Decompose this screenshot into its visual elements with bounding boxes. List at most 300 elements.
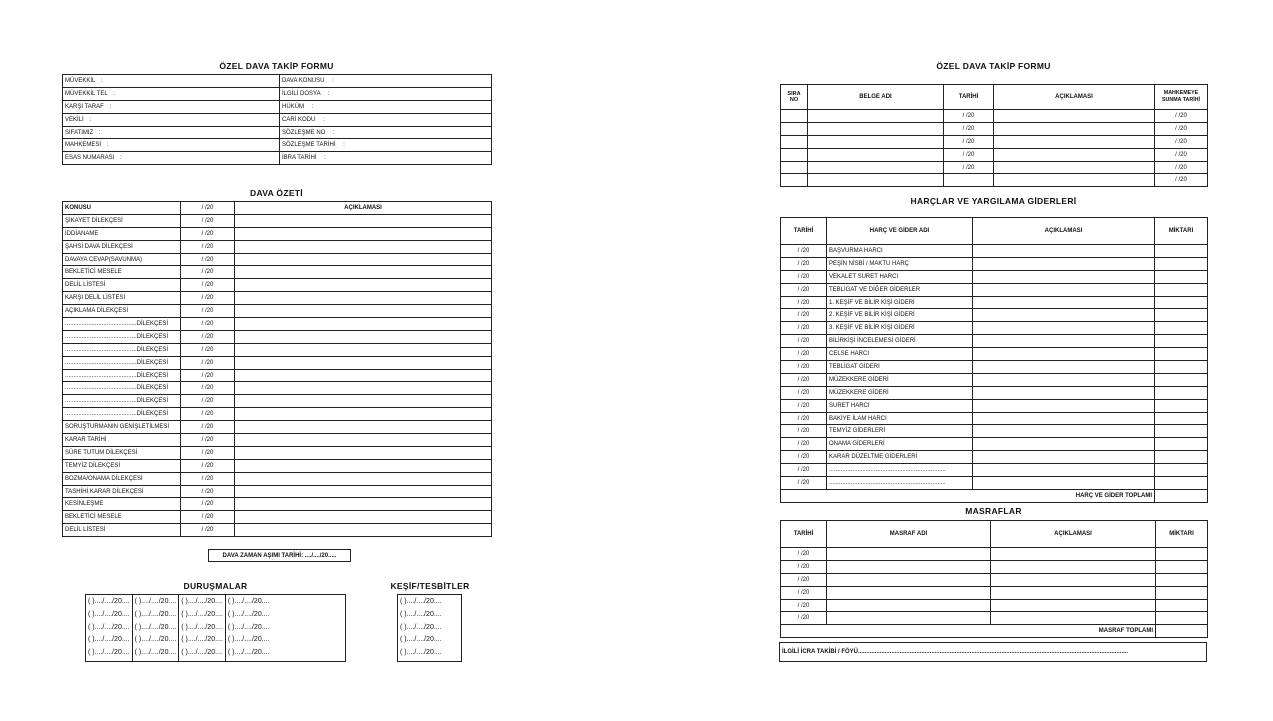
- summary-topic: TASHİHİ KARAR DİLEKÇESİ: [63, 485, 181, 498]
- expense-desc: [991, 599, 1156, 612]
- exp-header-date: TARİHİ: [781, 521, 827, 548]
- summary-topic: DAVAYA CEVAP(SAVUNMA): [63, 253, 181, 266]
- summary-date: / /20: [181, 343, 235, 356]
- fee-date: / /20: [781, 245, 827, 258]
- info-label: DAVA KONUSU: [282, 77, 325, 84]
- fee-amount: [1155, 373, 1208, 386]
- fee-amount: [1155, 399, 1208, 412]
- table-row: [63, 330, 492, 343]
- table-row: [781, 399, 1208, 412]
- date-slot: ( )..../..../20....: [134, 649, 177, 657]
- date-slot: ( )..../..../20....: [88, 649, 130, 657]
- fee-amount: [1155, 451, 1208, 464]
- fee-header-desc: AÇIKLAMASI: [973, 218, 1155, 245]
- summary-desc: [235, 382, 492, 395]
- summary-desc: [235, 421, 492, 434]
- summary-desc: [235, 395, 492, 408]
- info-left-cell: [63, 126, 280, 139]
- info-right-cell: [280, 100, 492, 113]
- summary-topic: İDDİANAME: [63, 227, 181, 240]
- summary-topic: ...........................................DİLEKÇESİ: [63, 330, 181, 343]
- table-row: [781, 586, 1208, 599]
- expense-desc: [991, 548, 1156, 561]
- fee-name: BAKİYE İLAM HARCI: [827, 412, 973, 425]
- summary-topic: KARŞI DELİL LİSTESİ: [63, 292, 181, 305]
- table-row: [63, 511, 492, 524]
- table-row: [781, 548, 1208, 561]
- summary-date: / /20: [181, 253, 235, 266]
- doc-desc: [994, 161, 1155, 174]
- doc-no: [781, 148, 808, 161]
- table-row: [781, 373, 1208, 386]
- info-colon: :: [100, 77, 103, 84]
- limitation-date: DAVA ZAMAN AŞIMI TARİHİ: ..../..../20.....: [208, 549, 351, 562]
- summary-desc: [235, 266, 492, 279]
- fee-name: PEŞİN NİSBİ / MAKTU HARÇ: [827, 257, 973, 270]
- summary-desc: [235, 498, 492, 511]
- summary-desc: [235, 446, 492, 459]
- fee-amount: [1155, 361, 1208, 374]
- fee-amount: [1155, 270, 1208, 283]
- date-slot: ( )..../..../20....: [88, 636, 130, 644]
- table-row: [63, 421, 492, 434]
- fee-desc: [973, 270, 1155, 283]
- fee-amount: [1155, 296, 1208, 309]
- info-left-cell: [63, 87, 280, 100]
- expense-amount: [1156, 560, 1208, 573]
- expense-date: / /20: [781, 599, 827, 612]
- summary-title: DAVA ÖZETİ: [250, 188, 303, 198]
- fee-header-name: HARÇ VE GİDER ADI: [827, 218, 973, 245]
- date-column: [133, 595, 180, 661]
- summary-topic: BOZMA/ONAMA DİLEKÇESİ: [63, 472, 181, 485]
- date-slot: ( )..../..../20....: [181, 636, 223, 644]
- summary-topic: SÜRE TUTUM DİLEKÇESİ: [63, 446, 181, 459]
- table-row: [63, 318, 492, 331]
- summary-desc: [235, 511, 492, 524]
- fee-amount: [1155, 438, 1208, 451]
- fee-date: / /20: [781, 348, 827, 361]
- fee-name: TEBLİGAT VE DİĞER GİDERLER: [827, 283, 973, 296]
- info-label: ESAS NUMARASI: [65, 155, 115, 162]
- fee-desc: [973, 361, 1155, 374]
- summary-date: / /20: [181, 330, 235, 343]
- table-row: [781, 245, 1208, 258]
- info-right-cell: [280, 87, 492, 100]
- fee-date: / /20: [781, 270, 827, 283]
- summary-date: / /20: [181, 266, 235, 279]
- date-slot: ( )..../..../20....: [88, 610, 130, 618]
- doc-desc: [994, 110, 1155, 123]
- summary-topic: ...........................................DİLEKÇESİ: [63, 356, 181, 369]
- summary-date: / /20: [181, 382, 235, 395]
- case-summary-table: [62, 201, 492, 537]
- doc-date: / /20: [944, 110, 994, 123]
- summary-desc: [235, 318, 492, 331]
- info-colon: :: [333, 129, 335, 136]
- expenses-table: [780, 520, 1208, 638]
- date-slot: ( )..../..../20....: [227, 649, 270, 657]
- table-row: [63, 75, 492, 88]
- summary-topic: ...........................................DİLEKÇESİ: [63, 382, 181, 395]
- right-page: [636, 0, 1273, 721]
- fees-table: [780, 217, 1208, 503]
- client-info-table: [62, 74, 492, 165]
- doc-date: [944, 174, 994, 187]
- summary-date: / /20: [181, 472, 235, 485]
- info-right-cell: [280, 75, 492, 88]
- doc-desc: [994, 122, 1155, 135]
- summary-topic: ...........................................DİLEKÇESİ: [63, 395, 181, 408]
- info-label: KARŞI TARAF: [65, 103, 104, 110]
- fee-name: MÜZEKKERE GİDERİ: [827, 386, 973, 399]
- summary-date: / /20: [181, 318, 235, 331]
- summary-topic: SORUŞTURMANIN GENİŞLETİLMESİ: [63, 421, 181, 434]
- table-row: [63, 126, 492, 139]
- fee-name: ......................................................................: [827, 464, 973, 477]
- doc-name: [808, 148, 944, 161]
- summary-date: / /20: [181, 356, 235, 369]
- summary-date: / /20: [181, 279, 235, 292]
- info-right-cell: [280, 113, 492, 126]
- table-row: [781, 438, 1208, 451]
- exp-header-name: MASRAF ADI: [827, 521, 991, 548]
- fee-name: TEBLİGAT GİDERİ: [827, 361, 973, 374]
- summary-topic: ...........................................DİLEKÇESİ: [63, 343, 181, 356]
- fee-name: VEKALET SURET HARCI: [827, 270, 973, 283]
- info-label: SÖZLEŞME TARİHİ: [282, 142, 336, 149]
- table-row: [781, 412, 1208, 425]
- summary-header-topic: KONUSU: [63, 202, 181, 215]
- date-slot: ( )..../..../20....: [181, 649, 223, 657]
- doc-desc: [994, 174, 1155, 187]
- summary-topic: TEMYİZ DİLEKÇESİ: [63, 459, 181, 472]
- info-label: MÜVEKKİL: [65, 77, 96, 84]
- table-row: [781, 135, 1208, 148]
- table-row: [63, 253, 492, 266]
- table-row: [781, 174, 1208, 187]
- fee-amount: [1155, 386, 1208, 399]
- info-colon: :: [106, 142, 109, 149]
- info-left-cell: [63, 75, 280, 88]
- fee-name: KARAR DÜZELTME GİDERLERİ: [827, 451, 973, 464]
- fee-desc: [973, 438, 1155, 451]
- summary-desc: [235, 472, 492, 485]
- expense-amount: [1156, 599, 1208, 612]
- date-slot: ( )..../..../20....: [227, 610, 270, 618]
- fee-desc: [973, 257, 1155, 270]
- expense-name: [827, 612, 991, 625]
- table-row: [63, 382, 492, 395]
- fees-title: HARÇLAR VE YARGILAMA GİDERLERİ: [910, 196, 1077, 206]
- fee-date: / /20: [781, 322, 827, 335]
- expense-date: / /20: [781, 573, 827, 586]
- date-slot: ( )..../..../20....: [134, 598, 177, 606]
- fee-desc: [973, 451, 1155, 464]
- summary-desc: [235, 330, 492, 343]
- table-row: [63, 434, 492, 447]
- table-row: [63, 266, 492, 279]
- info-colon: :: [343, 142, 345, 149]
- info-left-cell: [63, 113, 280, 126]
- info-label: MÜVEKKİL TEL: [65, 90, 108, 97]
- expense-amount: [1156, 612, 1208, 625]
- expense-name: [827, 560, 991, 573]
- fee-amount: [1155, 477, 1208, 490]
- summary-date: / /20: [181, 240, 235, 253]
- fee-desc: [973, 245, 1155, 258]
- doc-header-desc: AÇIKLAMASI: [994, 85, 1155, 110]
- summary-date: / /20: [181, 408, 235, 421]
- info-colon: :: [327, 90, 330, 97]
- table-row: [63, 446, 492, 459]
- doc-date: / /20: [944, 122, 994, 135]
- doc-submit-date: / /20: [1155, 174, 1208, 187]
- table-row: [63, 395, 492, 408]
- fee-total-label: HARÇ VE GİDER TOPLAMI: [781, 489, 1155, 502]
- expense-date: / /20: [781, 548, 827, 561]
- fee-name: SURET HARCI: [827, 399, 973, 412]
- form-title: ÖZEL DAVA TAKİP FORMU: [219, 61, 334, 71]
- date-slot: ( )..../..../20....: [181, 610, 223, 618]
- summary-header-date: / /20: [181, 202, 235, 215]
- info-label: İBRA TARİHİ: [282, 155, 317, 162]
- table-row: [63, 356, 492, 369]
- info-label: MAHKEMESİ: [65, 142, 102, 149]
- date-column: [179, 595, 226, 661]
- fee-desc: [973, 386, 1155, 399]
- doc-date: / /20: [944, 161, 994, 174]
- summary-date: / /20: [181, 292, 235, 305]
- table-row: [781, 477, 1208, 490]
- expense-name: [827, 548, 991, 561]
- table-row: [781, 599, 1208, 612]
- fee-desc: [973, 412, 1155, 425]
- info-right-cell: [280, 126, 492, 139]
- fee-amount: [1155, 425, 1208, 438]
- inspections-title: KEŞİF/TESBİTLER: [390, 581, 470, 591]
- documents-table: [780, 84, 1208, 187]
- info-colon: :: [89, 116, 92, 123]
- info-label: SIFATIMIZ: [65, 129, 94, 136]
- table-row: [781, 335, 1208, 348]
- fee-date: / /20: [781, 425, 827, 438]
- info-colon: :: [332, 77, 334, 84]
- hearings-title: DURUŞMALAR: [183, 581, 248, 591]
- date-slot: ( )..../..../20....: [400, 649, 442, 657]
- fee-amount: [1155, 335, 1208, 348]
- summary-date: / /20: [181, 524, 235, 537]
- table-row: [63, 113, 492, 126]
- summary-desc: [235, 485, 492, 498]
- fee-date: / /20: [781, 399, 827, 412]
- hearings-grid: [85, 594, 346, 662]
- date-column: [226, 595, 272, 661]
- fee-name: BİLİRKİŞİ İNCELEMESİ GİDERİ: [827, 335, 973, 348]
- date-slot: ( )..../..../20....: [400, 636, 442, 644]
- expense-total-label: MASRAF TOPLAMI: [781, 625, 1156, 638]
- summary-desc: [235, 227, 492, 240]
- info-colon: :: [113, 90, 115, 97]
- form-title-right: ÖZEL DAVA TAKİP FORMU: [936, 61, 1051, 71]
- date-slot: ( )..../..../20....: [227, 598, 270, 606]
- expense-date: / /20: [781, 586, 827, 599]
- table-row: [781, 348, 1208, 361]
- expenses-title: MASRAFLAR: [965, 506, 1022, 516]
- table-row: [781, 464, 1208, 477]
- doc-header-submit: MAHKEMEYE SUNMA TARİHİ: [1155, 85, 1208, 110]
- fee-name: BAŞVURMA HARCI: [827, 245, 973, 258]
- summary-topic: KARAR TARİHİ: [63, 434, 181, 447]
- info-right-cell: [280, 139, 492, 152]
- table-row: [781, 560, 1208, 573]
- summary-date: / /20: [181, 511, 235, 524]
- summary-topic: AÇIKLAMA DİLEKÇESİ: [63, 305, 181, 318]
- table-row: [63, 408, 492, 421]
- doc-no: [781, 161, 808, 174]
- expense-date: / /20: [781, 612, 827, 625]
- fee-desc: [973, 283, 1155, 296]
- table-row: [781, 612, 1208, 625]
- table-row: [781, 270, 1208, 283]
- doc-desc: [994, 135, 1155, 148]
- table-row: [781, 309, 1208, 322]
- summary-date: / /20: [181, 421, 235, 434]
- date-slot: ( )..../..../20....: [181, 623, 223, 631]
- doc-name: [808, 161, 944, 174]
- fee-amount: [1155, 245, 1208, 258]
- expense-name: [827, 586, 991, 599]
- fee-desc: [973, 477, 1155, 490]
- fee-name: 2. KEŞİF VE BİLİR KİŞİ GİDERİ: [827, 309, 973, 322]
- info-colon: :: [323, 116, 325, 123]
- date-column: [86, 595, 133, 661]
- table-row: [781, 322, 1208, 335]
- doc-submit-date: / /20: [1155, 135, 1208, 148]
- fee-date: / /20: [781, 373, 827, 386]
- table-row: [63, 139, 492, 152]
- doc-submit-date: / /20: [1155, 122, 1208, 135]
- expense-date: / /20: [781, 560, 827, 573]
- summary-desc: [235, 408, 492, 421]
- fee-desc: [973, 425, 1155, 438]
- table-row: [63, 343, 492, 356]
- summary-date: / /20: [181, 498, 235, 511]
- doc-name: [808, 122, 944, 135]
- info-label: VEKİLİ: [65, 116, 84, 123]
- fee-amount: [1155, 348, 1208, 361]
- table-row: [63, 459, 492, 472]
- fee-name: MÜZEKKERE GİDERİ: [827, 373, 973, 386]
- table-row: [781, 573, 1208, 586]
- expense-amount: [1156, 573, 1208, 586]
- table-row: [63, 292, 492, 305]
- table-row: [63, 227, 492, 240]
- fee-amount: [1155, 464, 1208, 477]
- table-row: [781, 283, 1208, 296]
- doc-submit-date: / /20: [1155, 110, 1208, 123]
- info-colon: :: [109, 103, 112, 110]
- fee-total-value: [1155, 489, 1208, 502]
- fee-date: / /20: [781, 257, 827, 270]
- fee-name: TEMYİZ GİDERLERİ: [827, 425, 973, 438]
- info-label: HÜKÜM: [282, 103, 304, 110]
- summary-topic: DELİL LİSTESİ: [63, 524, 181, 537]
- doc-header-name: BELGE ADI: [808, 85, 944, 110]
- summary-date: / /20: [181, 459, 235, 472]
- summary-desc: [235, 305, 492, 318]
- summary-date: / /20: [181, 446, 235, 459]
- info-colon: :: [120, 155, 122, 162]
- info-colon: :: [311, 103, 314, 110]
- date-column: [398, 595, 444, 661]
- table-row: [63, 100, 492, 113]
- fee-desc: [973, 296, 1155, 309]
- table-row: [63, 240, 492, 253]
- date-slot: ( )..../..../20....: [400, 623, 442, 631]
- fee-date: / /20: [781, 412, 827, 425]
- table-row: [781, 425, 1208, 438]
- fee-date: / /20: [781, 335, 827, 348]
- info-label: İLGİLİ DOSYA: [282, 90, 321, 97]
- summary-desc: [235, 459, 492, 472]
- doc-no: [781, 110, 808, 123]
- table-row: [781, 386, 1208, 399]
- fee-date: / /20: [781, 438, 827, 451]
- expense-desc: [991, 612, 1156, 625]
- doc-no: [781, 135, 808, 148]
- info-label: CARİ KODU: [282, 116, 316, 123]
- doc-no: [781, 174, 808, 187]
- table-row: [781, 161, 1208, 174]
- summary-topic: ŞAHSİ DAVA DİLEKÇESİ: [63, 240, 181, 253]
- info-left-cell: [63, 100, 280, 113]
- fee-date: / /20: [781, 451, 827, 464]
- summary-desc: [235, 343, 492, 356]
- expense-desc: [991, 573, 1156, 586]
- expense-total-value: [1156, 625, 1208, 638]
- table-row: [63, 369, 492, 382]
- table-row: [63, 279, 492, 292]
- expense-name: [827, 599, 991, 612]
- fee-desc: [973, 464, 1155, 477]
- exp-header-amount: MİKTARI: [1156, 521, 1208, 548]
- summary-date: / /20: [181, 485, 235, 498]
- fee-name: CELSE HARCI: [827, 348, 973, 361]
- doc-submit-date: / /20: [1155, 161, 1208, 174]
- table-row: [63, 305, 492, 318]
- summary-date: / /20: [181, 214, 235, 227]
- summary-topic: ...........................................DİLEKÇESİ: [63, 408, 181, 421]
- info-colon: :: [324, 155, 326, 162]
- summary-date: / /20: [181, 305, 235, 318]
- summary-topic: BEKLETİCİ MESELE: [63, 511, 181, 524]
- info-label: SÖZLEŞME NO: [282, 129, 326, 136]
- summary-date: / /20: [181, 369, 235, 382]
- table-row: [781, 122, 1208, 135]
- table-row: [781, 451, 1208, 464]
- table-row: [63, 485, 492, 498]
- fee-name: 1. KEŞİF VE BİLİR KİŞİ GİDERİ: [827, 296, 973, 309]
- summary-date: / /20: [181, 227, 235, 240]
- table-row: [63, 472, 492, 485]
- fee-amount: [1155, 412, 1208, 425]
- summary-desc: [235, 253, 492, 266]
- summary-topic: ...........................................DİLEKÇESİ: [63, 318, 181, 331]
- fee-amount: [1155, 322, 1208, 335]
- date-slot: ( )..../..../20....: [227, 623, 270, 631]
- fee-header-date: TARİHİ: [781, 218, 827, 245]
